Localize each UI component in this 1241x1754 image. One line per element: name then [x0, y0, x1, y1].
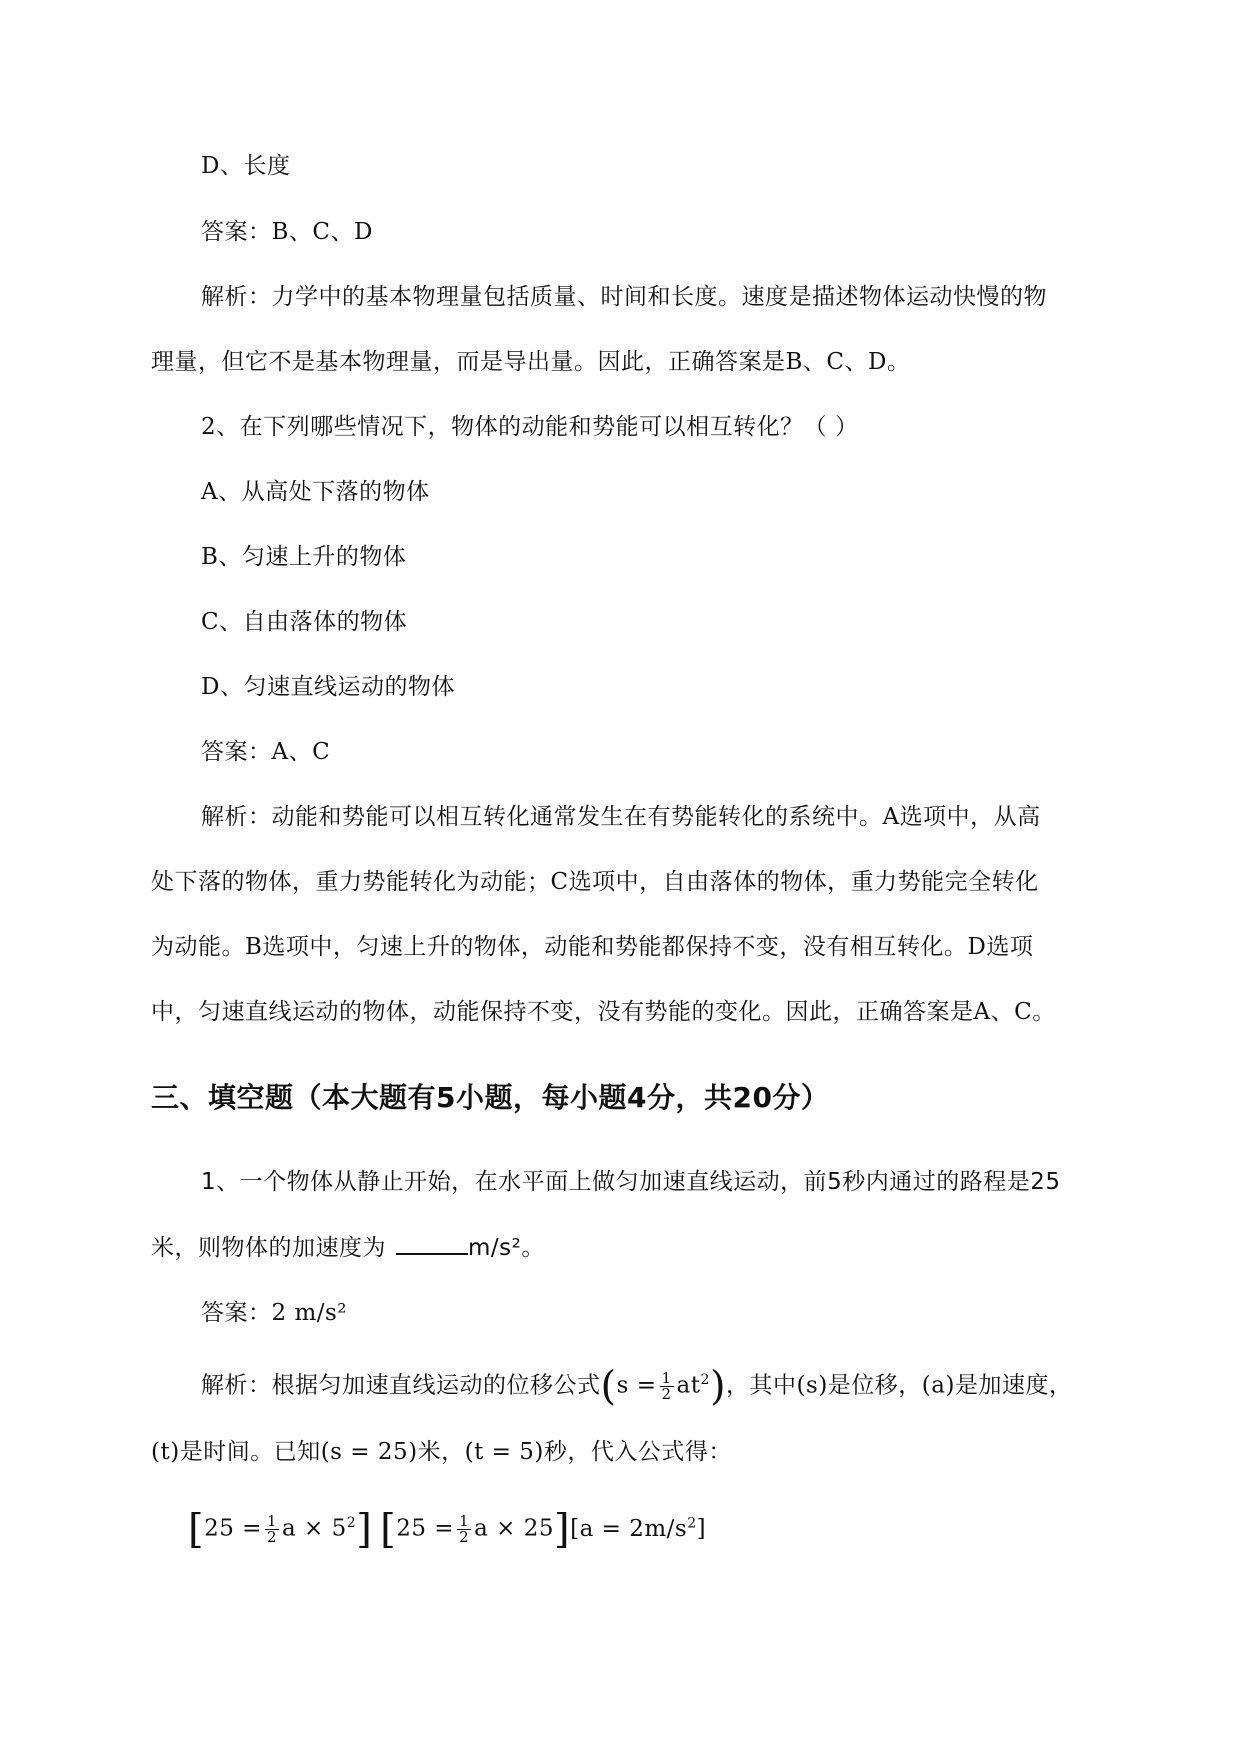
- fill1-analysis-line1: [201, 1363, 1073, 1410]
- fraction-denominator: 2: [661, 1385, 672, 1404]
- fill1-stem-line2: [151, 1232, 545, 1264]
- eq1-fraction-numerator: 1: [266, 1512, 278, 1531]
- formula-a: a: [676, 1372, 691, 1399]
- answer-blank: [396, 1233, 468, 1255]
- formula-fraction: [660, 1371, 674, 1402]
- q2-analysis-line2: 处下落的物体，重力势能转化为动能；C选项中，自由落体的物体，重力势能完全转化: [151, 869, 1039, 895]
- eq2-close-bracket: ]: [554, 1506, 571, 1553]
- q2-stem: 2、在下列哪些情况下，物体的动能和势能可以相互转化？（ ）: [201, 414, 859, 440]
- eq2-fraction: [457, 1514, 471, 1545]
- q1-analysis-line1: 解析：力学中的基本物理量包括质量、时间和长度。速度是描述物体运动快慢的物: [201, 284, 1047, 310]
- analysis-prefix: 解析：根据匀加速直线运动的位移公式: [201, 1372, 601, 1399]
- formula-exponent: 2: [700, 1372, 710, 1388]
- eq1-fraction-denominator: 2: [266, 1528, 278, 1547]
- eq2-fraction-denominator: 2: [459, 1528, 470, 1547]
- q2-option-c: C、自由落体的物体: [201, 609, 408, 635]
- eq1-exponent: 2: [346, 1515, 357, 1531]
- fraction-numerator: 1: [661, 1369, 672, 1388]
- formula-open-paren: (: [600, 1363, 617, 1410]
- formula-t: t: [690, 1372, 701, 1399]
- q1-option-d: D、长度: [201, 153, 291, 179]
- q1-analysis-line2: 理量，但它不是基本物理量，而是导出量。因此，正确答案是B、C、D。: [151, 349, 911, 375]
- q2-analysis-line3: 为动能。B选项中，匀速上升的物体，动能和势能都保持不变，没有相互转化。D选项: [151, 934, 1034, 960]
- fill1-analysis-line2: (t)是时间。已知(s = 25)米，(t = 5)秒，代入公式得：: [151, 1439, 732, 1465]
- q2-option-b: B、匀速上升的物体: [201, 544, 407, 570]
- fill1-equations: [188, 1506, 707, 1553]
- q1-answer: 答案：B、C、D: [201, 219, 373, 245]
- formula-close-paren: ): [709, 1363, 727, 1410]
- eq2-lhs: 25 =: [396, 1515, 455, 1542]
- eq1-close-bracket: ]: [356, 1506, 373, 1553]
- fill1-answer: 答案：2 m/s²: [201, 1300, 348, 1326]
- eq3-exponent: 2: [687, 1515, 697, 1531]
- q2-analysis-line4: 中，匀速直线运动的物体，动能保持不变，没有势能的变化。因此，正确答案是A、C。: [151, 999, 1056, 1025]
- eq1-lhs: 25 =: [204, 1515, 262, 1542]
- eq2-rhs: a × 25: [474, 1515, 554, 1542]
- eq1-open-bracket: [: [188, 1506, 205, 1553]
- eq2-open-bracket: [: [380, 1506, 397, 1553]
- q2-answer: 答案：A、C: [201, 739, 331, 765]
- analysis-mid: ，其中(s)是位移，(a)是加速度，: [726, 1372, 1073, 1399]
- formula-lhs: s =: [616, 1372, 657, 1399]
- eq2-fraction-numerator: 1: [459, 1512, 470, 1531]
- q2-option-d: D、匀速直线运动的物体: [201, 674, 455, 700]
- q2-option-a: A、从高处下落的物体: [201, 479, 430, 505]
- q2-analysis-line1: 解析：动能和势能可以相互转化通常发生在有势能转化的系统中。A选项中，从高: [201, 804, 1041, 830]
- eq1-rhs: a × 5: [282, 1515, 347, 1542]
- fill1-stem-text: 米，则物体的加速度为: [151, 1235, 386, 1261]
- section-heading: 三、填空题（本大题有5小题，每小题4分，共20分）: [151, 1081, 830, 1114]
- eq1-fraction: [265, 1514, 279, 1545]
- eq3-body: a = 2m/s: [579, 1515, 688, 1542]
- fill1-stem-line1: 1、一个物体从静止开始，在水平面上做匀加速直线运动，前5秒内通过的路程是25: [201, 1169, 1061, 1195]
- fill1-unit: m/s²。: [468, 1235, 545, 1261]
- eq3: $[a = 2m/s^2]$: [570, 1515, 707, 1542]
